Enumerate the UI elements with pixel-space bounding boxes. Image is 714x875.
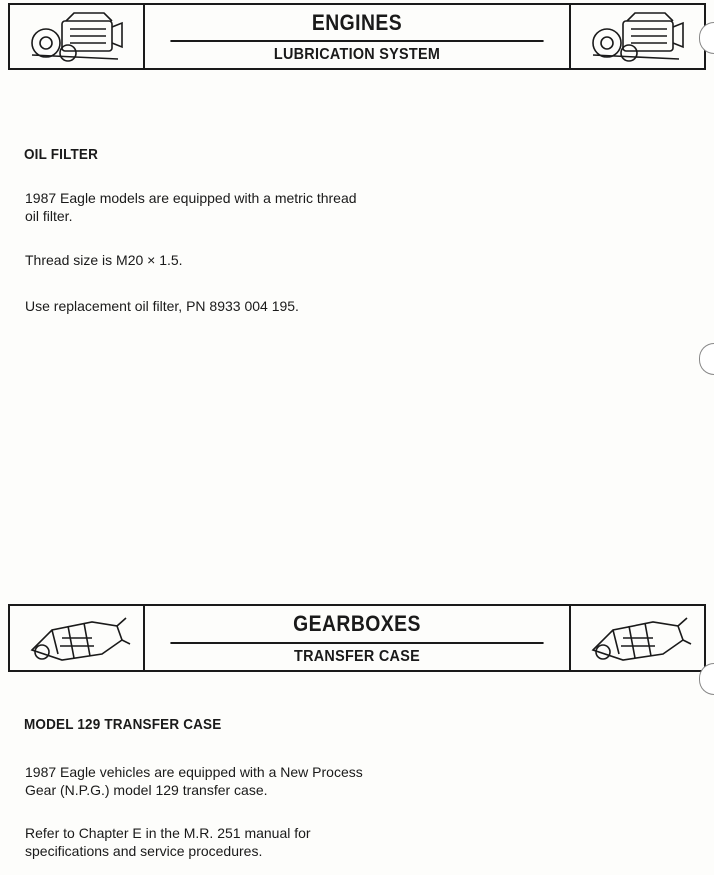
lubrication-system-subtitle: LUBRICATION SYSTEM [273, 46, 441, 64]
engines-title: ENGINES [170, 5, 543, 42]
transfer-case-heading: MODEL 129 TRANSFER CASE [24, 716, 222, 733]
engine-icon [22, 9, 132, 65]
gearboxes-header [8, 604, 706, 672]
gearboxes-title-cell [145, 606, 569, 670]
oil-filter-paragraph-2: Thread size is M20 × 1.5. [25, 252, 183, 268]
gearboxes-title: GEARBOXES [170, 606, 543, 644]
oil-filter-paragraph-1: 1987 Eagle models are equipped with a metric thread oil filter. [25, 190, 357, 224]
engine-icon [583, 9, 693, 65]
gearbox-icon [22, 610, 132, 666]
engines-title-cell [145, 5, 569, 68]
engine-icon-right-cell [569, 5, 704, 68]
transfer-case-subtitle: TRANSFER CASE [294, 647, 420, 665]
gearbox-icon-right-cell [569, 606, 704, 670]
binder-hole [699, 343, 714, 375]
engine-icon-left-cell [10, 5, 145, 68]
engines-header [8, 3, 706, 70]
gearbox-icon [583, 610, 693, 666]
transfer-case-paragraph-2: Refer to Chapter E in the M.R. 251 manual for specifications and service procedures. [25, 825, 311, 859]
transfer-case-paragraph-1: 1987 Eagle vehicles are equipped with a New Process Gear (N.P.G.) model 129 transfer case. [25, 764, 363, 798]
oil-filter-heading: OIL FILTER [24, 146, 99, 163]
binder-hole [699, 663, 714, 695]
gearbox-icon-left-cell [10, 606, 145, 670]
oil-filter-paragraph-3: Use replacement oil filter, PN 8933 004 195. [25, 298, 299, 314]
